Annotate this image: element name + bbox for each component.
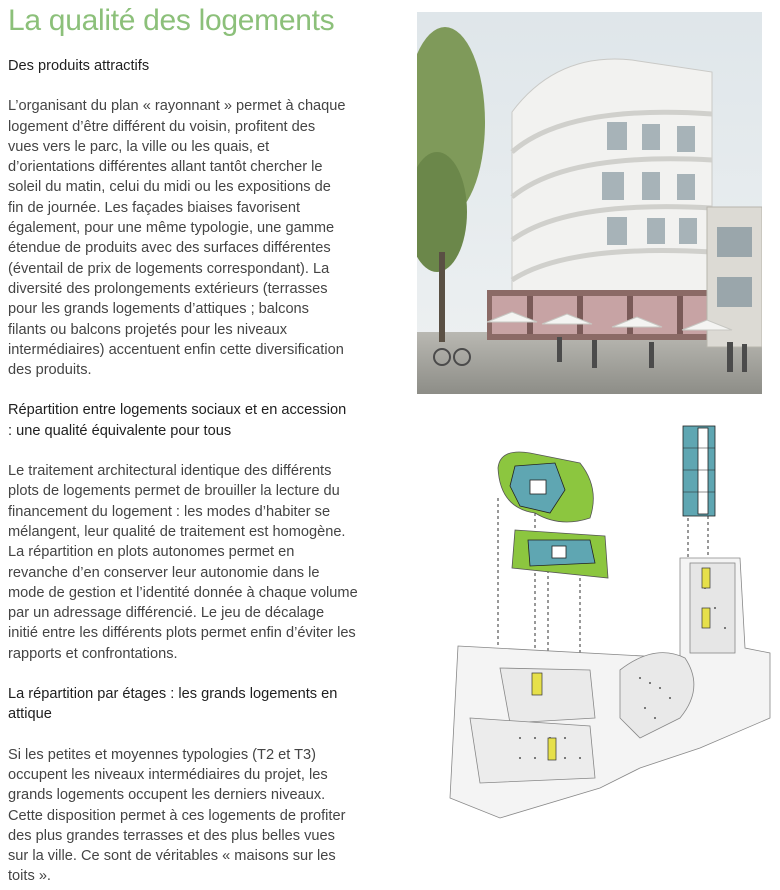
section-heading-social-housing: Répartition entre logements sociaux et en accession : une qualité équivalente pour tous xyxy=(8,402,347,439)
lower-housing-plot xyxy=(512,530,608,578)
upper-housing-plot xyxy=(498,452,593,522)
section-body-social-housing: Le traitement architectural identique des différents plots de logements permet de brouiller la lecture du financement du logement : les modes d’habiter se mélangent, leur qualité de traitement est homogène. La répartition en plots autonomes permet en revanche d’en conserver leur autonomie dans le mode de gestion et l’identité donnée à chaque volume par un adressage différencié. Le jeu de décalage initié entre les différents plots permet enfin d’éviter les rapports et confrontations. xyxy=(8,463,358,662)
site-plan-diagram xyxy=(440,418,780,878)
tower-housing-plot xyxy=(683,426,715,516)
main-building xyxy=(487,59,717,340)
text-column xyxy=(8,56,364,887)
section-body-attractive-products: L’organisant du plan « rayonnant » permet à chaque logement d’être différent du voisin, profitent des vues vers le parc, la ville ou les quais, et d’orientations différentes allant tantôt chercher le soleil du matin, celui du midi ou les expositions de fin de journée. Les façades biaises favorisent également, pour une même typologie, une gamme étendue de produits avec des surfaces différentes (éventail de prix de logements correspondant). La diversité des prolongements extérieurs (terrasses pour les grands logements d’attiques ; balcons filants ou balcons projetés pour les niveaux intermédiaires) accentuent enfin cette diversification des produits. xyxy=(8,98,346,379)
building-rendering-image xyxy=(417,12,762,394)
section-heading-attractive-products: Des produits attractifs xyxy=(8,58,150,74)
page-title: La qualité des logements xyxy=(8,4,335,37)
section-body-floor-distribution: Si les petites et moyennes typologies (T2 et T3) occupent les niveaux intermédiaires du projet, les grands logements occupent les derniers niveaux. Cette disposition permet à ces logements de profiter des plus grandes terrasses et des plus belles vues sur la ville. Ce sont de véritables « maisons sur les toits ». xyxy=(8,746,346,885)
section-heading-floor-distribution: La répartition par étages : les grands logements en attique xyxy=(8,686,338,723)
